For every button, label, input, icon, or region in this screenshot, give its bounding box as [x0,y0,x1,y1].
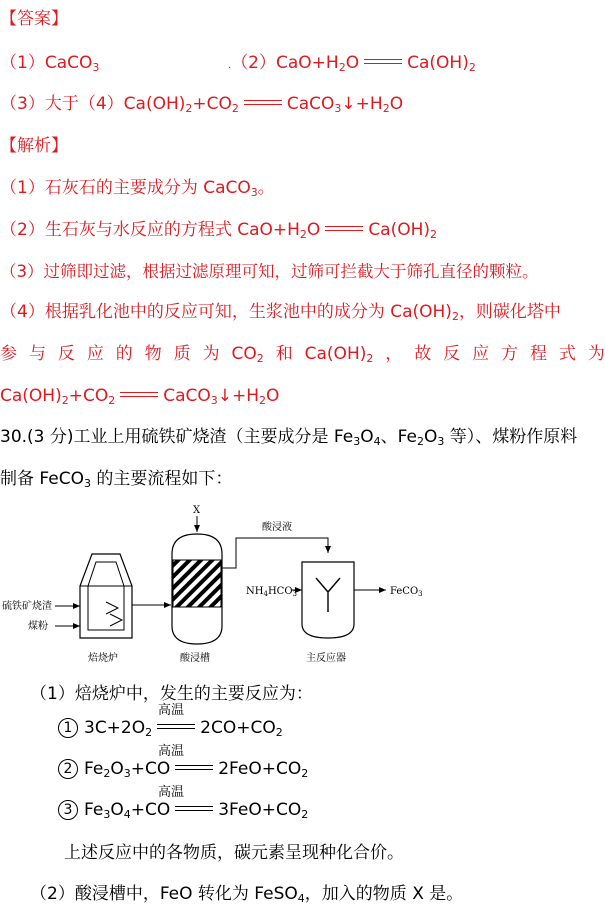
reaction-1: 1 $3C+2O_2$ $2CO+CO_2$ [58,717,283,739]
reaction-2: 2 $Fe_2O_3+CO$ $2FeO+CO_2$ [58,758,308,780]
analysis-4-equation: $Ca(OH)_2+CO_2$ $CaCO_3↓+H_2O$ [0,386,280,407]
furnace-label: 焙烧炉 [88,653,118,664]
feco3-label: FeCO$_3$ [390,586,423,598]
equals-sign [175,806,213,811]
answer-3: （3）大于 [0,94,79,114]
equals-sign [325,226,363,231]
question-30-line-2: 制备 FeCO$_3$ 的主要流程如下： [0,469,233,490]
question-30-line-1: 30.(3 分)工业上用硫铁矿烧渣（主要成分是 $Fe_3O_4$、$Fe_2O_3$ 等）、煤粉作原料 [0,427,578,448]
answer-line-2: $.(2)CaO+H_2O$ $Ca(OH)_2$ [228,53,476,74]
reactor-label: 主反应器 [306,653,346,664]
reaction-1-condition: 高温 [158,703,185,718]
roasting-furnace [80,554,132,638]
tank-label: 酸浸槽 [180,653,210,664]
carbon-valence-question: 上述反应中的各物质，碳元素呈现种化合价。 [64,843,404,863]
reaction-1-number: 1 [58,718,78,738]
reaction-2-number: 2 [58,759,78,779]
answer-heading: 【答案】 [0,9,68,29]
reaction-3-condition: 高温 [158,785,185,800]
analysis-2: （2）生石灰与水反应的方程式 $CaO+H_2O$ $Ca(OH)_2$ [0,220,438,241]
analysis-4: （4）根据乳化池中的反应可知，生浆池中的成分为 $Ca(OH)_2$，则碳化塔中 [0,302,561,323]
reaction-2-condition: 高温 [158,744,185,759]
acid-leach-tank [172,534,222,644]
equals-sign [364,59,402,64]
equals-sign [175,765,213,770]
answer-1-formula: CaCO$_3$ [44,53,100,74]
reaction-3-number: 3 [58,800,78,820]
equals-sign [157,724,195,729]
equals-sign [120,392,158,397]
answer-line-1 [0,52,99,74]
equals-sign [244,100,282,105]
answer-line-3-4: （3）大于$(4)Ca(OH)_2+CO_2$ $CaCO_3↓+H_2O$ [0,94,404,115]
answer-1-label: （1） [0,53,45,73]
input-coal-powder: 煤粉 [28,621,48,632]
main-reactor [302,562,354,638]
reaction-3: 3 $Fe_3O_4+CO$ $3FeO+CO_2$ [58,799,308,821]
analysis-heading: 【解析】 [0,136,68,156]
sub-question-1: （1）焙烧炉中，发生的主要反应为： [30,684,313,704]
process-flow-diagram [0,498,440,673]
sub-question-2: （2）酸浸槽中，FeO 转化为 FeSO$_4$，加入的物质 X 是。 [30,884,464,905]
analysis-3: （3）过筛即过滤，根据过滤原理可知，过筛可拦截大于筛孔直径的颗粒。 [0,262,539,281]
acid-liquid-label: 酸浸液 [262,522,292,533]
analysis-1: （1）石灰石的主要成分为 CaCO$_3$。 [0,178,275,199]
analysis-4-line-2: 参 与 反 应 的 物 质 为 $CO_2$ 和 $Ca(OH)_2$ ， 故 反 应 方 程 式 为 [0,344,605,365]
input-pyrite-slag: 硫铁矿烧渣 [2,601,52,612]
nh4hco3-label: $NH_4HCO_3$ [246,586,297,598]
answer-2-label: （2） [231,53,277,73]
x-label: X [193,505,201,516]
